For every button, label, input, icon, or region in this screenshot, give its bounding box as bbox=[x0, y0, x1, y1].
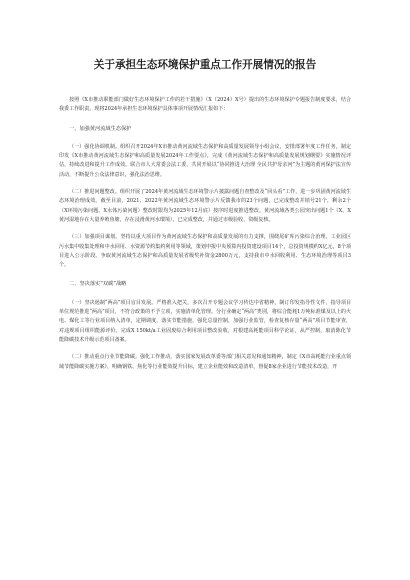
body-paragraph: （一）坚决遏制“两高”项目盲目发展。严格准入把关，多次召开专题会议学习传达中省精神，制订印发指导性文件，指导项目单位规范推进“两高”项目，不符合政策的不予立项，实施清单化管理。分行业确定“两高”类别，将综合能耗1万吨标准煤及以上的火电、煤化工等行业项目纳入清单，定期调度，落实节能措施，强化总量控制，加强行业监管，检查复核存量“两高”项目节能审查，对违规项目组织能源评价。完成X 150kt/a工业固废综合利用项目整改验收，对根建高耗能项目科学论证，从严控制，取消陈化节能降碳技术升级示范项目备案。 bbox=[59, 299, 351, 343]
body-paragraph: （一）强化协调机制。组织召开2024年X市推动黄河流域生态保护和高质量发展领导小组会议，安排部署年度工作任务，制定印发《X市推动黄河流域生态保护和高质量发展2024年工作要点》，完成《黄河流域生态保护和高质量发展规划纲要》实施情况评估，持续改进和提升工作成效。联合市人大常委会法工委，共同开展以“协同推进大治理 全民共护母亲河”为主题的黄河保护法宣传活动，不断提升公众法律意识，强化法治思维。 bbox=[59, 143, 351, 178]
section-heading-1: 一、加强黄河流域生态保护 bbox=[69, 125, 132, 132]
document-body bbox=[59, 96, 351, 372]
intro-paragraph: 按照《X市推动职能部门做好生态环境保护工作的若干措施》（X（2024）X号）提出的生态环境保护专题报告制度要求，结合我委工作职责，现将2024年承担生态环境保护具体事项开展情况汇报如下： bbox=[59, 97, 351, 113]
section-heading-2: 二、坚决落实“双碳”战略 bbox=[69, 281, 127, 288]
document-title: 关于承担生态环境保护重点工作开展情况的报告 bbox=[93, 59, 317, 71]
body-paragraph: （二）推进问题整改。组织开展了2024年黄河流域生态环境警示片披露问题自查整改及“回头看”工作，进一步巩固黄河流域生态环境治理成效。截至目前，2021、2022年黄河流域生态环境警示片反馈我市的23个问题，已完成整改并销号21个，剩余2个（X环境污染问题、X水体污染问题）整改时限均为2025年12月底）按序时进度推进整改。黄河流域各类公园突出问题1个（X、X黄河湿地存在大量养殖鱼塘，存在浸滑黄河水環境），已完成整改，并通过市级验收，资级复核。 bbox=[59, 189, 351, 223]
body-paragraph: （三）加强项目谋划。坚持以重大项目作为黄河流域生态保护和高质量发展的有力支撑，围绕尾矿库污染综合治理、工业园区污水集中收集处理和中水回用、水资源节约集约利用等领域，策划申报中央预算内投资建设项目14个，总投资规模约X亿元，8个项目进入公示阶段。争取黄河流域生态保护和高质量发展省级奖补资金2800万元，支持我市中水回收利用、生态环境治理等项目3个。 bbox=[59, 234, 351, 269]
body-paragraph: （二）推动重点行业节能降碳。强化工作推动，落实国家发展改革委等部门相关意见和通知精神，制定《X市高耗能行业重点领域节能降碳实施方案》，明确钢铁、焦化等行业能效提升目标，建立企业能效和改造清单，督促8家企业进行节能技术改造，开 bbox=[59, 354, 351, 370]
